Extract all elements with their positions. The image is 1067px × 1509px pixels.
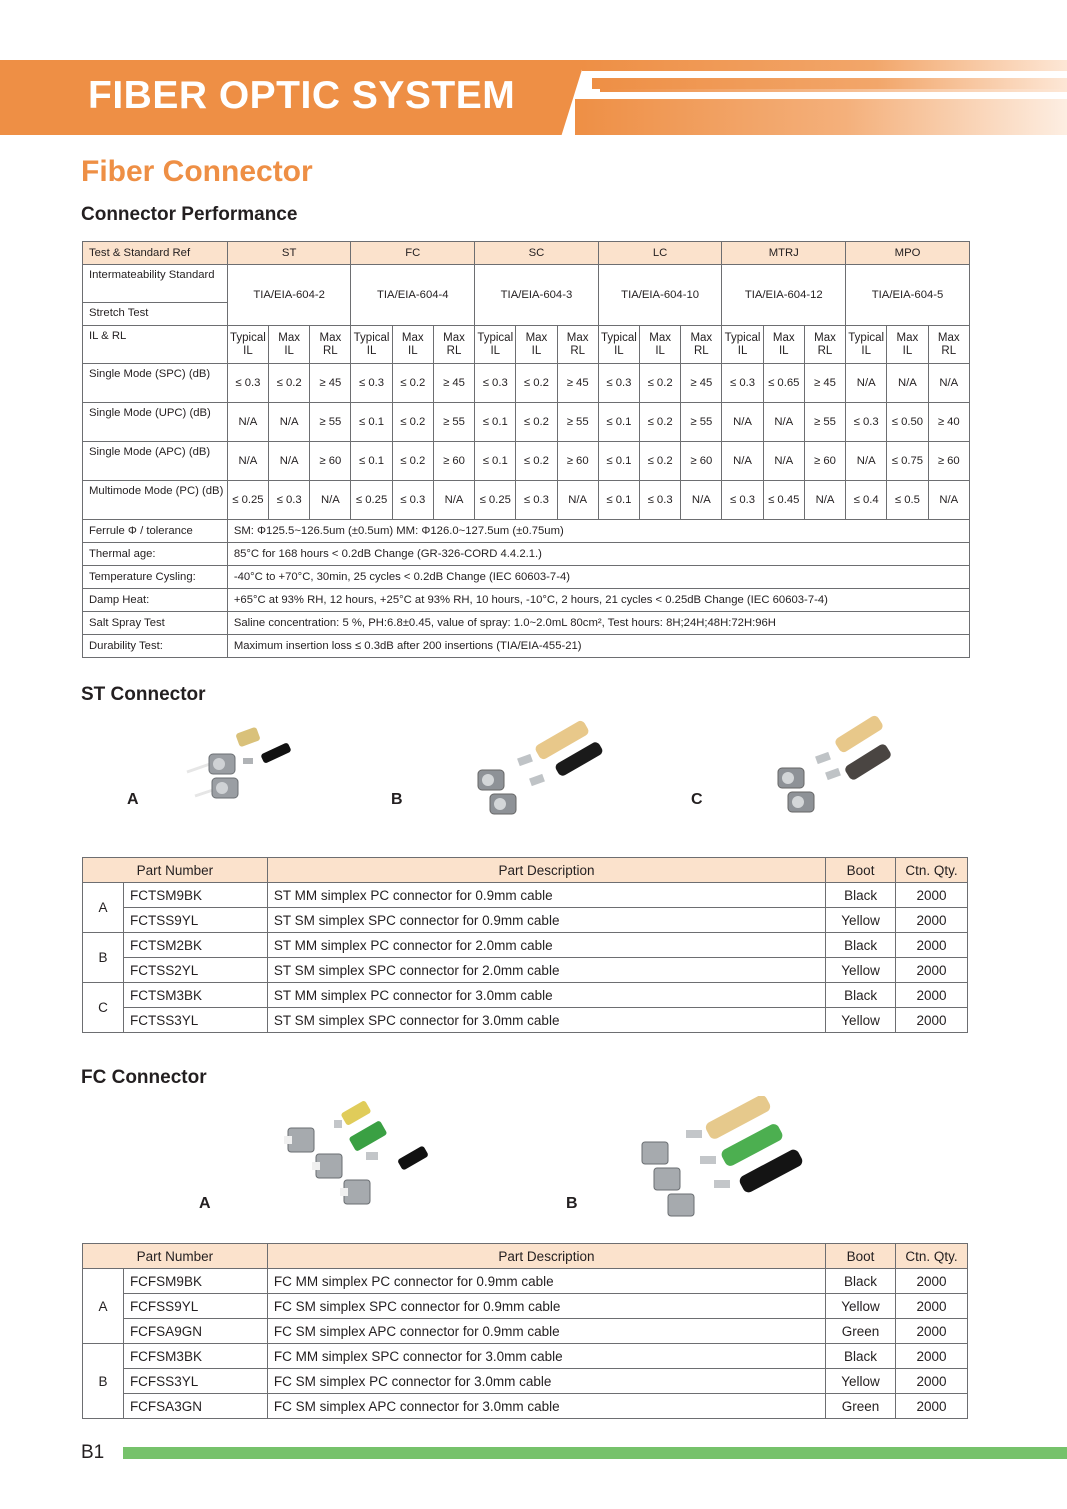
- part-description-cell: FC SM simplex PC connector for 3.0mm cable: [267, 1369, 825, 1394]
- perf-row-label: Single Mode (UPC) (dB): [83, 403, 228, 442]
- perf-value-cell: ≤ 0.2: [392, 364, 433, 403]
- perf-test-label: Thermal age:: [83, 543, 228, 566]
- perf-value-cell: ≥ 60: [681, 442, 722, 481]
- boot-cell: Yellow: [826, 908, 896, 933]
- perf-value-cell: N/A: [269, 403, 310, 442]
- perf-subhead-cell: [351, 326, 392, 364]
- perf-connector-header: ST: [227, 242, 351, 265]
- st-heading: ST Connector: [81, 684, 206, 705]
- perf-value-row: [83, 481, 970, 520]
- perf-subhead-top: Max: [814, 331, 836, 344]
- perf-value-cell: ≤ 0.3: [227, 364, 268, 403]
- part-number-cell: FCTSS3YL: [123, 1008, 267, 1033]
- boot-cell: Green: [826, 1394, 896, 1419]
- perf-subhead-cell: [804, 326, 845, 364]
- perf-test-value: +65°C at 93% RH, 12 hours, +25°C at 93% RH, 10 hours, -10°C, 2 hours, 21 cycles < 0.25dB Change (IEC 60603-7-4): [227, 589, 969, 612]
- perf-row-label: Single Mode (SPC) (dB): [83, 364, 228, 403]
- perf-subhead-bottom: IL: [243, 344, 253, 357]
- perf-value-cell: ≥ 40: [928, 403, 969, 442]
- part-number-cell: FCTSM3BK: [123, 983, 267, 1008]
- perf-connector-header: SC: [475, 242, 599, 265]
- perf-value-cell: N/A: [722, 442, 763, 481]
- table-row: [83, 1369, 968, 1394]
- perf-value-cell: ≤ 0.2: [516, 442, 557, 481]
- perf-value-cell: N/A: [269, 442, 310, 481]
- perf-value-cell: ≤ 0.2: [640, 403, 681, 442]
- perf-subhead-bottom: IL: [902, 344, 913, 357]
- fc-photo-b: [634, 1096, 810, 1224]
- part-number-cell: FCFSA9GN: [123, 1319, 267, 1344]
- perf-value-cell: ≥ 60: [433, 442, 474, 481]
- perf-value-cell: ≥ 45: [681, 364, 722, 403]
- perf-subhead-cell: [475, 326, 516, 364]
- col-header-boot: Boot: [826, 858, 896, 883]
- perf-value-cell: ≤ 0.75: [887, 442, 928, 481]
- perf-value-cell: N/A: [557, 481, 598, 520]
- fc-parts-table: [82, 1243, 968, 1419]
- table-row: [83, 1269, 968, 1294]
- perf-test-label: Salt Spray Test: [83, 612, 228, 635]
- st-photo-label-a: A: [127, 791, 139, 808]
- perf-subhead-top: Max: [401, 331, 424, 344]
- boot-cell: Yellow: [826, 1369, 896, 1394]
- col-header-boot: Boot: [826, 1244, 896, 1269]
- perf-value-cell: ≤ 0.1: [598, 481, 639, 520]
- qty-cell: 2000: [896, 1394, 968, 1419]
- perf-value-cell: ≤ 0.4: [846, 481, 887, 520]
- perf-subhead-cell: [433, 326, 474, 364]
- perf-subhead-top: Max: [690, 331, 713, 344]
- perf-subhead-top: Max: [443, 331, 465, 344]
- perf-value-cell: N/A: [763, 442, 804, 481]
- perf-standard-cell: TIA/EIA-604-2: [227, 265, 351, 326]
- part-description-cell: FC MM simplex PC connector for 0.9mm cable: [267, 1269, 825, 1294]
- part-number-cell: FCFSM9BK: [123, 1269, 267, 1294]
- perf-value-cell: ≤ 0.3: [269, 481, 310, 520]
- perf-header-row: [83, 242, 970, 265]
- perf-test-label: Temperature Cysling:: [83, 566, 228, 589]
- boot-cell: Black: [826, 883, 896, 908]
- perf-test-row: [83, 566, 970, 589]
- group-label: B: [83, 933, 124, 983]
- banner-title: FIBER OPTIC SYSTEM: [88, 74, 516, 117]
- part-description-cell: ST MM simplex PC connector for 0.9mm cable: [267, 883, 825, 908]
- perf-value-cell: ≤ 0.3: [640, 481, 681, 520]
- perf-value-cell: ≤ 0.2: [640, 364, 681, 403]
- perf-subhead-top: Typical: [724, 331, 761, 344]
- perf-standard-cell: TIA/EIA-604-4: [351, 265, 475, 326]
- part-number-cell: FCTSM9BK: [123, 883, 267, 908]
- col-header-description: Part Description: [267, 858, 825, 883]
- perf-connector-header: MTRJ: [722, 242, 846, 265]
- perf-value-cell: N/A: [804, 481, 845, 520]
- perf-value-row: [83, 364, 970, 403]
- perf-value-cell: ≥ 45: [310, 364, 351, 403]
- perf-subhead-bottom: RL: [817, 344, 833, 357]
- perf-value-cell: ≤ 0.3: [722, 481, 763, 520]
- perf-subhead-top: Typical: [600, 331, 637, 344]
- perf-row-label: Intermateability Standard: [83, 265, 228, 303]
- perf-value-cell: ≤ 0.1: [598, 442, 639, 481]
- perf-row-label: IL & RL: [83, 326, 228, 364]
- perf-value-cell: ≥ 55: [310, 403, 351, 442]
- perf-subhead-top: Typical: [848, 331, 885, 344]
- table-row: [83, 1394, 968, 1419]
- perf-subhead-cell: [598, 326, 639, 364]
- perf-value-cell: ≤ 0.1: [351, 403, 392, 442]
- perf-connector-header: FC: [351, 242, 475, 265]
- perf-test-value: Maximum insertion loss ≤ 0.3dB after 200 insertions (TIA/EIA-455-21): [227, 635, 969, 658]
- perf-value-cell: ≤ 0.25: [351, 481, 392, 520]
- st-photo-a: [185, 722, 305, 810]
- perf-subhead-bottom: IL: [284, 344, 294, 357]
- perf-subhead-bottom: RL: [941, 344, 957, 357]
- perf-test-label: Damp Heat:: [83, 589, 228, 612]
- perf-test-label: Durability Test:: [83, 635, 228, 658]
- perf-subhead-bottom: IL: [737, 344, 748, 357]
- part-description-cell: ST SM simplex SPC connector for 2.0mm cable: [267, 958, 825, 983]
- perf-value-cell: N/A: [227, 403, 268, 442]
- perf-test-value: Saline concentration: 5 %, PH:6.8±0.45, value of spray: 1.0~2.0mL 80cm², Test hours: 8H;24H;48H:72H:96H: [227, 612, 969, 635]
- st-parts-table: [82, 857, 968, 1033]
- perf-value-cell: ≤ 0.1: [598, 403, 639, 442]
- perf-value-cell: ≥ 55: [804, 403, 845, 442]
- boot-cell: Yellow: [826, 1008, 896, 1033]
- qty-cell: 2000: [896, 933, 968, 958]
- perf-subhead-cell: [681, 326, 722, 364]
- perf-value-cell: ≥ 45: [804, 364, 845, 403]
- perf-subhead-top: Max: [649, 331, 671, 344]
- qty-cell: 2000: [896, 1294, 968, 1319]
- perf-value-row: [83, 403, 970, 442]
- perf-value-cell: ≤ 0.2: [392, 442, 433, 481]
- footer-bar: [123, 1447, 1067, 1459]
- table-row: [83, 1344, 968, 1369]
- part-description-cell: FC SM simplex APC connector for 3.0mm cable: [267, 1394, 825, 1419]
- perf-subhead-cell: [640, 326, 681, 364]
- perf-value-cell: N/A: [681, 481, 722, 520]
- perf-subhead-bottom: IL: [655, 344, 665, 357]
- perf-subhead-top: Max: [772, 331, 795, 344]
- perf-subhead-row: [83, 326, 970, 364]
- perf-subhead-bottom: RL: [570, 344, 586, 357]
- perf-subhead-cell: [887, 326, 928, 364]
- qty-cell: 2000: [896, 1319, 968, 1344]
- perf-subhead-bottom: IL: [531, 344, 542, 357]
- header-banner: [0, 60, 1067, 135]
- fc-heading: FC Connector: [81, 1067, 207, 1088]
- part-number-cell: FCTSS2YL: [123, 958, 267, 983]
- perf-value-cell: ≤ 0.45: [763, 481, 804, 520]
- perf-subhead-top: Max: [525, 331, 548, 344]
- boot-cell: Yellow: [826, 958, 896, 983]
- perf-value-cell: N/A: [310, 481, 351, 520]
- perf-subhead-cell: [846, 326, 887, 364]
- perf-value-cell: ≥ 45: [557, 364, 598, 403]
- table-row: [83, 883, 968, 908]
- perf-value-cell: ≤ 0.3: [392, 481, 433, 520]
- table-row: [83, 983, 968, 1008]
- perf-subhead-bottom: RL: [446, 344, 462, 357]
- group-label: C: [83, 983, 124, 1033]
- qty-cell: 2000: [896, 1269, 968, 1294]
- part-number-cell: FCFSS9YL: [123, 1294, 267, 1319]
- st-photo-label-b: B: [391, 791, 403, 808]
- perf-value-cell: ≥ 60: [557, 442, 598, 481]
- perf-value-cell: N/A: [722, 403, 763, 442]
- perf-standard-cell: TIA/EIA-604-10: [598, 265, 722, 326]
- part-description-cell: ST SM simplex SPC connector for 3.0mm cable: [267, 1008, 825, 1033]
- perf-value-cell: N/A: [928, 481, 969, 520]
- st-photo-b: [470, 718, 610, 824]
- perf-subhead-cell: [928, 326, 969, 364]
- perf-value-cell: N/A: [928, 364, 969, 403]
- perf-value-cell: ≥ 60: [804, 442, 845, 481]
- boot-cell: Black: [826, 1269, 896, 1294]
- col-header-part-number: Part Number: [83, 1244, 268, 1269]
- perf-test-row: [83, 589, 970, 612]
- part-number-cell: FCFSM3BK: [123, 1344, 267, 1369]
- part-number-cell: FCFSA3GN: [123, 1394, 267, 1419]
- perf-subhead-cell: [722, 326, 763, 364]
- fc-photo-a: [280, 1100, 430, 1214]
- fc-photo-label-b: B: [566, 1195, 578, 1212]
- col-header-description: Part Description: [267, 1244, 825, 1269]
- perf-test-value: SM: Φ125.5~126.5um (±0.5um) MM: Φ126.0~127.5um (±0.75um): [227, 520, 969, 543]
- perf-value-cell: ≥ 60: [928, 442, 969, 481]
- perf-value-cell: N/A: [846, 442, 887, 481]
- qty-cell: 2000: [896, 1008, 968, 1033]
- perf-subhead-top: Max: [319, 331, 342, 344]
- perf-value-cell: ≥ 45: [433, 364, 474, 403]
- perf-row-label: Single Mode (APC) (dB): [83, 442, 228, 481]
- qty-cell: 2000: [896, 1344, 968, 1369]
- perf-subhead-top: Max: [937, 331, 960, 344]
- qty-cell: 2000: [896, 1369, 968, 1394]
- qty-cell: 2000: [896, 883, 968, 908]
- perf-header-label: Test & Standard Ref: [83, 242, 228, 265]
- perf-subhead-bottom: RL: [693, 344, 709, 357]
- perf-value-cell: N/A: [763, 403, 804, 442]
- perf-value-cell: ≥ 55: [557, 403, 598, 442]
- perf-subhead-top: Typical: [477, 331, 514, 344]
- part-description-cell: FC SM simplex APC connector for 0.9mm cable: [267, 1319, 825, 1344]
- boot-cell: Black: [826, 933, 896, 958]
- perf-subhead-bottom: IL: [778, 344, 789, 357]
- boot-cell: Green: [826, 1319, 896, 1344]
- perf-value-row: [83, 442, 970, 481]
- perf-standard-row: [83, 265, 970, 303]
- perf-standard-cell: TIA/EIA-604-12: [722, 265, 846, 326]
- qty-cell: 2000: [896, 958, 968, 983]
- page-number: B1: [81, 1442, 105, 1463]
- table-row: [83, 1319, 968, 1344]
- table-header-row: [83, 1244, 968, 1269]
- part-number-cell: FCFSS3YL: [123, 1369, 267, 1394]
- perf-subhead-cell: [310, 326, 351, 364]
- perf-value-cell: ≤ 0.5: [887, 481, 928, 520]
- perf-subhead-cell: [557, 326, 598, 364]
- group-label: A: [83, 883, 124, 933]
- perf-subhead-top: Max: [278, 331, 300, 344]
- part-number-cell: FCTSM2BK: [123, 933, 267, 958]
- perf-value-cell: ≥ 60: [310, 442, 351, 481]
- perf-value-cell: ≤ 0.2: [640, 442, 681, 481]
- col-header-qty: Ctn. Qty.: [896, 1244, 968, 1269]
- banner-stripe: [582, 60, 1067, 71]
- perf-connector-header: LC: [598, 242, 722, 265]
- perf-value-cell: ≥ 55: [433, 403, 474, 442]
- table-row: [83, 1008, 968, 1033]
- perf-test-value: 85°C for 168 hours < 0.2dB Change (GR-326-CORD 4.4.2.1.): [227, 543, 969, 566]
- perf-subhead-cell: [516, 326, 557, 364]
- part-number-cell: FCTSS9YL: [123, 908, 267, 933]
- perf-subhead-cell: [763, 326, 804, 364]
- perf-subhead-top: Max: [896, 331, 919, 344]
- perf-test-row: [83, 520, 970, 543]
- col-header-part-number: Part Number: [83, 858, 268, 883]
- perf-standard-cell: TIA/EIA-604-5: [846, 265, 970, 326]
- performance-table: [82, 241, 970, 658]
- perf-value-cell: N/A: [433, 481, 474, 520]
- banner-stripe: [592, 78, 1067, 89]
- perf-value-cell: ≤ 0.2: [516, 364, 557, 403]
- perf-value-cell: ≤ 0.65: [763, 364, 804, 403]
- perf-subhead-cell: [392, 326, 433, 364]
- perf-test-value: -40°C to +70°C, 30min, 25 cycles < 0.2dB Change (IEC 60603-7-4): [227, 566, 969, 589]
- perf-value-cell: ≤ 0.3: [598, 364, 639, 403]
- perf-subhead-bottom: IL: [861, 344, 871, 357]
- table-row: [83, 908, 968, 933]
- perf-test-row: [83, 612, 970, 635]
- perf-row-label: Multimode Mode (PC) (dB): [83, 481, 228, 520]
- perf-test-label: Ferrule Φ / tolerance: [83, 520, 228, 543]
- part-description-cell: ST MM simplex PC connector for 2.0mm cable: [267, 933, 825, 958]
- perf-row-label: Stretch Test: [83, 303, 228, 326]
- banner-stripe: [575, 99, 1067, 135]
- part-description-cell: FC MM simplex SPC connector for 3.0mm cable: [267, 1344, 825, 1369]
- boot-cell: Black: [826, 983, 896, 1008]
- perf-subhead-bottom: IL: [366, 344, 377, 357]
- perf-value-cell: ≤ 0.2: [269, 364, 310, 403]
- perf-value-cell: ≤ 0.1: [351, 442, 392, 481]
- perf-subhead-top: Typical: [353, 331, 390, 344]
- perf-connector-header: MPO: [846, 242, 970, 265]
- table-header-row: [83, 858, 968, 883]
- group-label: B: [83, 1344, 124, 1419]
- perf-test-row: [83, 543, 970, 566]
- perf-subhead-cell: [269, 326, 310, 364]
- perf-value-cell: ≥ 55: [681, 403, 722, 442]
- perf-value-cell: ≤ 0.25: [227, 481, 268, 520]
- table-row: [83, 1294, 968, 1319]
- perf-subhead-bottom: IL: [408, 344, 418, 357]
- perf-value-cell: ≤ 0.1: [475, 403, 516, 442]
- perf-standard-cell: TIA/EIA-604-3: [475, 265, 599, 326]
- perf-value-cell: ≤ 0.50: [887, 403, 928, 442]
- perf-subhead-top: Typical: [230, 331, 266, 344]
- perf-value-cell: N/A: [887, 364, 928, 403]
- col-header-qty: Ctn. Qty.: [896, 858, 968, 883]
- perf-value-cell: N/A: [227, 442, 268, 481]
- perf-subhead-top: Max: [566, 331, 589, 344]
- perf-value-cell: ≤ 0.3: [516, 481, 557, 520]
- perf-value-cell: ≤ 0.3: [475, 364, 516, 403]
- perf-value-cell: ≤ 0.25: [475, 481, 516, 520]
- perf-subhead-bottom: RL: [323, 344, 338, 357]
- table-row: [83, 933, 968, 958]
- perf-value-cell: ≤ 0.1: [475, 442, 516, 481]
- perf-value-cell: ≤ 0.3: [846, 403, 887, 442]
- perf-value-cell: ≤ 0.2: [516, 403, 557, 442]
- table-row: [83, 958, 968, 983]
- perf-subhead-bottom: IL: [490, 344, 501, 357]
- st-photo-label-c: C: [691, 791, 703, 808]
- perf-subhead-bottom: IL: [614, 344, 624, 357]
- perf-value-cell: ≤ 0.3: [351, 364, 392, 403]
- fc-photo-label-a: A: [199, 1195, 211, 1212]
- performance-heading: Connector Performance: [81, 204, 298, 225]
- st-photo-c: [772, 714, 902, 820]
- perf-subhead-cell: [227, 326, 268, 364]
- section-title: Fiber Connector: [81, 155, 313, 188]
- part-description-cell: ST MM simplex PC connector for 3.0mm cable: [267, 983, 825, 1008]
- perf-value-cell: N/A: [846, 364, 887, 403]
- group-label: A: [83, 1269, 124, 1344]
- part-description-cell: FC SM simplex SPC connector for 0.9mm cable: [267, 1294, 825, 1319]
- qty-cell: 2000: [896, 908, 968, 933]
- qty-cell: 2000: [896, 983, 968, 1008]
- perf-test-row: [83, 635, 970, 658]
- perf-value-cell: ≤ 0.2: [392, 403, 433, 442]
- boot-cell: Yellow: [826, 1294, 896, 1319]
- perf-value-cell: ≤ 0.3: [722, 364, 763, 403]
- boot-cell: Black: [826, 1344, 896, 1369]
- part-description-cell: ST SM simplex SPC connector for 0.9mm cable: [267, 908, 825, 933]
